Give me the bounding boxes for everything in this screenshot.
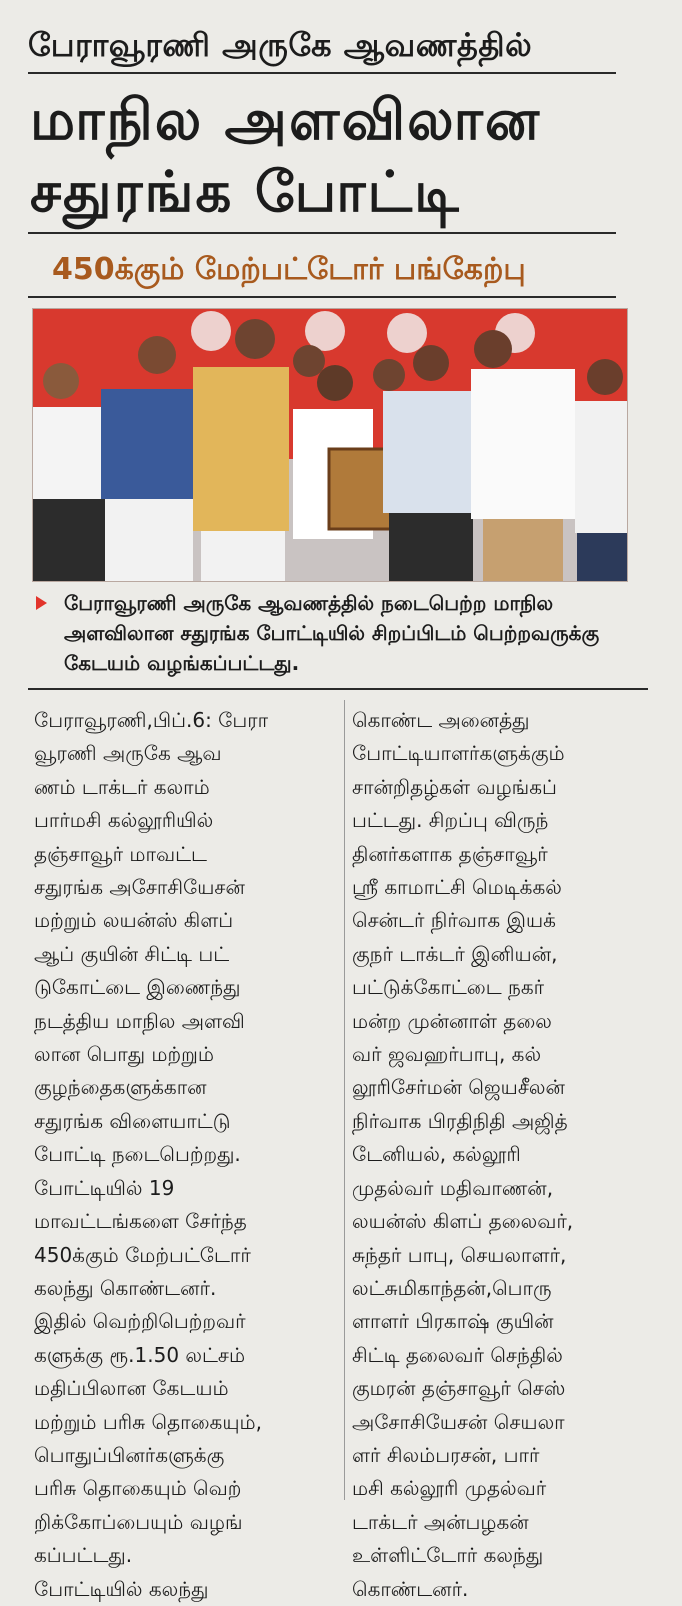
subhead-rule xyxy=(28,296,616,298)
body-line: தஞ்சாவூர் மாவட்ட xyxy=(34,841,207,866)
event-photo-illustration xyxy=(33,309,627,581)
body-line: லூரிசேர்மன் ஜெயசீலன் xyxy=(352,1075,565,1100)
body-line: அசோசியேசன் செயலா xyxy=(352,1409,565,1434)
body-line: குழந்தைகளுக்கான xyxy=(34,1075,207,1100)
body-line: முதல்வர் மதிவாணன், xyxy=(352,1175,554,1200)
body-line: மசி கல்லூரி முதல்வர் xyxy=(352,1476,547,1501)
kicker: பேராவூரணி அருகே ஆவணத்தில் xyxy=(28,26,533,64)
body-line: 450க்கும் மேற்பட்டோர் xyxy=(34,1242,251,1267)
body-column-right xyxy=(352,704,672,1606)
body-line: குநர் டாக்டர் இனியன், xyxy=(352,941,558,966)
body-line: ளர் சிலம்பரசன், பார் xyxy=(352,1442,540,1467)
photo-caption: பேராவூரணி அருகே ஆவணத்தில் நடைபெற்ற மாநில அளவிலான சதுரங்க போட்டியில் சிறப்பிடம் பெற்றவருக்கு கேடயம் வழங்கப்பட்டது. xyxy=(64,591,600,675)
body-line: மன்ற முன்னாள் தலை xyxy=(352,1008,552,1033)
headline-rule xyxy=(28,232,616,234)
body-line: வர் ஜவஹர்பாபு, கல் xyxy=(352,1042,542,1067)
body-line: போட்டியில் கலந்து xyxy=(34,1576,209,1601)
body-line: டாக்டர் அன்பழகன் xyxy=(352,1509,529,1534)
body-line: சதுரங்க விளையாட்டு xyxy=(34,1108,231,1133)
caption-rule xyxy=(28,688,648,690)
body-line: பார்மசி கல்லூரியில் xyxy=(34,808,214,833)
caption-arrow xyxy=(36,596,47,610)
headline-line-2: சதுரங்க போட்டி xyxy=(30,160,461,225)
body-line: மற்றும் லயன்ஸ் கிளப் xyxy=(34,908,234,933)
body-line: பட்டது. சிறப்பு விருந் xyxy=(352,808,549,833)
body-line: பேராவூரணி,பிப்.6: பேரா xyxy=(34,708,269,732)
body-line: றிக்கோப்பையும் வழங் xyxy=(34,1509,243,1534)
body-line: ணம் டாக்டர் கலாம் xyxy=(34,774,210,799)
body-line: கலந்து கொண்டனர். xyxy=(34,1275,217,1300)
body-line: ஸ்ரீ காமாட்சி மெடிக்கல் xyxy=(352,875,562,900)
body-line: போட்டியாளர்களுக்கும் xyxy=(352,741,565,766)
body-line: போட்டி நடைபெற்றது. xyxy=(34,1142,241,1167)
column-separator xyxy=(344,700,345,1500)
body-line: லயன்ஸ் கிளப் தலைவர், xyxy=(352,1209,574,1234)
body-line: டுகோட்டை இணைந்து xyxy=(34,975,241,1000)
body-line: இதில் வெற்றிபெற்றவர் xyxy=(34,1309,246,1334)
kicker-rule xyxy=(28,72,616,74)
headline-line-1: மாநில அளவிலான xyxy=(30,88,542,153)
body-line: சிட்டி தலைவர் செந்தில் xyxy=(352,1342,563,1367)
body-line: பட்டுக்கோட்டை நகர் xyxy=(352,975,545,1000)
body-line: ஆப் குயின் சிட்டி பட் xyxy=(34,941,230,966)
body-line: லட்சுமிகாந்தன்,பொரு xyxy=(352,1275,552,1300)
body-line: சான்றிதழ்கள் வழங்கப் xyxy=(352,774,557,799)
body-line: நிர்வாக பிரதிநிதி அஜித் xyxy=(352,1108,568,1133)
body-column-left xyxy=(34,704,334,1606)
body-line: தினர்களாக தஞ்சாவூர் xyxy=(352,841,548,866)
body-line: சதுரங்க அசோசியேசன் xyxy=(34,875,245,900)
body-line: சென்டர் நிர்வாக இயக் xyxy=(352,908,556,933)
event-photo xyxy=(32,308,628,582)
body-line: கொண்டனர். xyxy=(352,1576,469,1601)
headline xyxy=(30,85,630,229)
body-line: போட்டியில் 19 xyxy=(34,1175,175,1200)
body-line: லான பொது மற்றும் xyxy=(34,1042,214,1067)
body-line: மதிப்பிலான கேடயம் xyxy=(34,1376,229,1401)
body-line: உள்ளிட்டோர் கலந்து xyxy=(352,1543,544,1568)
body-line: குமரன் தஞ்சாவூர் செஸ் xyxy=(352,1376,566,1401)
body-line: பொதுப்பினர்களுக்கு xyxy=(34,1442,225,1467)
subhead: 450க்கும் மேற்பட்டோர் பங்கேற்பு xyxy=(52,252,526,287)
body-line: மாவட்டங்களை சேர்ந்த xyxy=(34,1209,247,1234)
body-line: நடத்திய மாநில அளவி xyxy=(34,1008,245,1033)
body-line: டேனியல், கல்லூரி xyxy=(352,1142,521,1167)
body-line: கப்பட்டது. xyxy=(34,1543,133,1568)
body-line: சுந்தர் பாபு, செயலாளர், xyxy=(352,1242,567,1267)
body-line: களுக்கு ரூ.1.50 லட்சம் xyxy=(34,1342,246,1367)
body-line: வூரணி அருகே ஆவ xyxy=(34,741,222,766)
body-line: பரிசு தொகையும் வெற் xyxy=(34,1476,242,1501)
body-line: மற்றும் பரிசு தொகையும், xyxy=(34,1409,262,1434)
body-line: ளாளர் பிரகாஷ் குயின் xyxy=(352,1309,554,1334)
body-line: கொண்ட அனைத்து xyxy=(352,708,530,732)
